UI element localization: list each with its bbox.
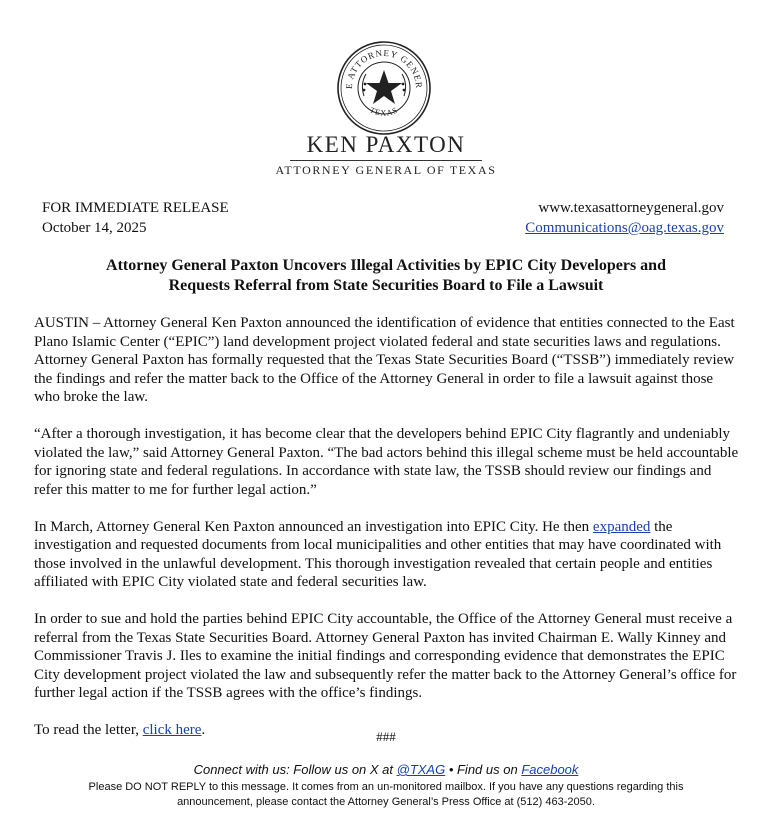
click-here-link[interactable]: click here bbox=[142, 722, 202, 738]
release-info bbox=[42, 198, 229, 238]
attorney-general-seal bbox=[336, 40, 432, 136]
email-link[interactable]: Communications@oag.texas.gov bbox=[525, 220, 724, 236]
paragraph-4: In order to sue and hold the parties behind EPIC City accountable, the Office of the Attorney General must receive a referral from the Texas State Securities Board. Attorney General Paxton has invited Chairman E. Wally Kinney and Commissioner Travis J. Iles to examine the initial findings and corresponding evidence that demonstrates the EPIC City development project violated the law and subsequently refer the matter back to the Attorney General’s office for further legal action if the TSSB agrees with the office’s findings. bbox=[34, 611, 737, 701]
social-connect bbox=[0, 762, 772, 777]
seal-text-top: E ATTORNEY GENER bbox=[343, 47, 425, 90]
headline bbox=[40, 256, 732, 296]
paragraph-5-text-b: . bbox=[201, 722, 206, 738]
svg-text:TEXAS bbox=[368, 105, 399, 117]
connect-text-b: • Find us on bbox=[445, 762, 522, 777]
x-link[interactable]: @TXAG bbox=[396, 762, 446, 777]
seal-icon bbox=[336, 40, 432, 136]
paragraph-5-text-a: To read the letter, bbox=[34, 722, 143, 738]
release-date: October 14, 2025 bbox=[42, 220, 147, 236]
end-marker: ### bbox=[376, 729, 396, 744]
attorney-general-name: KEN PAXTON bbox=[306, 132, 466, 157]
headline-line-2: Requests Referral from State Securities Board to File a Lawsuit bbox=[168, 277, 604, 294]
seal-text-bottom: TEXAS bbox=[368, 105, 400, 118]
facebook-link[interactable]: Facebook bbox=[521, 762, 579, 777]
paragraph-3 bbox=[34, 518, 740, 592]
contact-info bbox=[525, 198, 724, 238]
headline-line-1: Attorney General Paxton Uncovers Illegal Activities by EPIC City Developers and bbox=[106, 257, 666, 274]
paragraph-2: “After a thorough investigation, it has become clear that the developers behind EPIC City flagrantly and undeniably violated the law,” said Attorney General Paxton. “The bad actors behind this illegal scheme must be held accountable for ignoring state and federal regulations. In accordance with state law, the TSSB should review our findings and refer this matter to me for further legal action.” bbox=[34, 426, 739, 498]
paragraph-3-text-b: the investigation and requested documents from local municipalities and other entities that may have coordinated with those involved in the unlawful development. This thorough investigation revealed that certain people and entities affiliated with EPIC City violated state and federal securities law. bbox=[34, 518, 722, 590]
paragraph-1: AUSTIN – Attorney General Ken Paxton announced the identification of evidence that entities connected to the East Plano Islamic Center (“EPIC”) land development project violated federal and state securities laws and regulations. Attorney General Paxton has formally requested that the Texas State Securities Board (“TSSB”) immediately review the findings and refer the matter back to the Office of the Attorney General in order to file a lawsuit against those who broke the law. bbox=[34, 315, 735, 405]
release-label: FOR IMMEDIATE RELEASE bbox=[42, 200, 229, 216]
do-not-reply-disclaimer: Please DO NOT REPLY to this message. It comes from an un-monitored mailbox. If you have any questions regarding this announcement, please contact the Attorney General’s Press Office at (512) 463-2050. bbox=[88, 781, 684, 808]
press-release-body bbox=[34, 314, 740, 758]
paragraph-3-text-a: In March, Attorney General Ken Paxton announced an investigation into EPIC City. He then bbox=[34, 518, 593, 535]
attorney-general-title: ATTORNEY GENERAL OF TEXAS bbox=[275, 163, 497, 177]
expanded-link[interactable]: expanded bbox=[592, 518, 651, 535]
connect-text-a: Connect with us: Follow us on X at bbox=[193, 762, 397, 777]
header-divider bbox=[290, 160, 482, 161]
website-text: www.texasattorneygeneral.gov bbox=[538, 200, 724, 216]
